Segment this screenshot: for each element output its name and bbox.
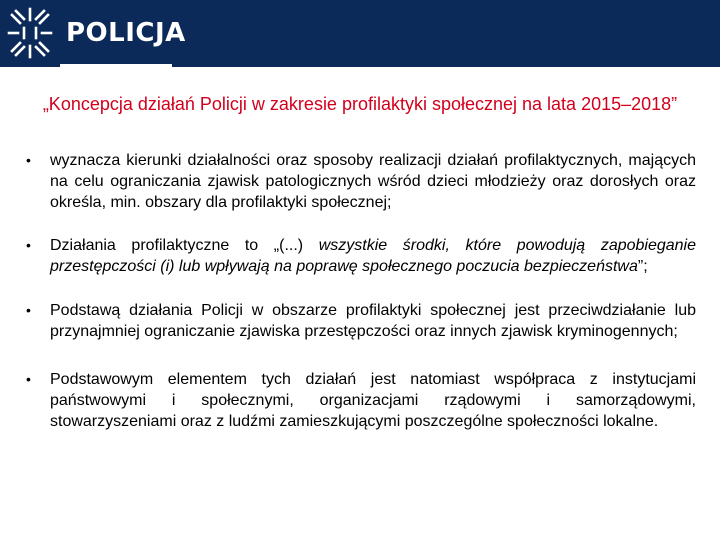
slide-title: „Koncepcja działań Policji w zakresie profilaktyki społecznej na lata 2015–2018” (42, 94, 678, 114)
header-underline (60, 64, 172, 67)
bullet-item (26, 150, 696, 213)
bullet-list (26, 150, 696, 432)
bullet-text-suffix: ”; (637, 258, 648, 275)
logo-text: POLICJA (66, 18, 186, 48)
bullet-text: Podstawą działania Policji w obszarze profilaktyki społecznej jest przeciwdziałanie lub przynajmniej ograniczanie zjawiska przestępczości oraz innych zjawisk kryminogennych; (50, 302, 696, 340)
bullet-item (26, 300, 696, 342)
bullet-text: Podstawowym elementem tych działań jest natomiast współpraca z instytucjami państwowymi i społecznymi, organizacjami rządowymi i samorządowymi, stowarzyszeniami oraz z ludźmi zamieszkującymi poszczególne społeczności lokalne. (50, 371, 696, 430)
bullet-item (26, 369, 696, 432)
header-bar (0, 0, 720, 67)
bullet-text: wyznacza kierunki działalności oraz sposoby realizacji działań profilaktycznych, mających na celu ograniczania zjawisk patologicznych wśród dzieci młodzieży oraz dorosłych oraz określa, min. obszary dla profilaktyki społecznej; (50, 152, 696, 211)
bullet-marker: • (26, 152, 31, 168)
police-star-icon (6, 6, 54, 60)
bullet-text-quote: wszystkie środki, które powodują zapobieganie przestępczości (i) lub wpływają na poprawę społecznego poczucia bezpieczeństwa (50, 237, 697, 275)
bullet-marker: • (26, 371, 31, 387)
bullet-marker: • (26, 302, 31, 318)
bullet-text-prefix: Działania profilaktyczne to „(...) (50, 237, 319, 254)
bullet-item (26, 235, 696, 277)
bullet-marker: • (26, 237, 31, 253)
